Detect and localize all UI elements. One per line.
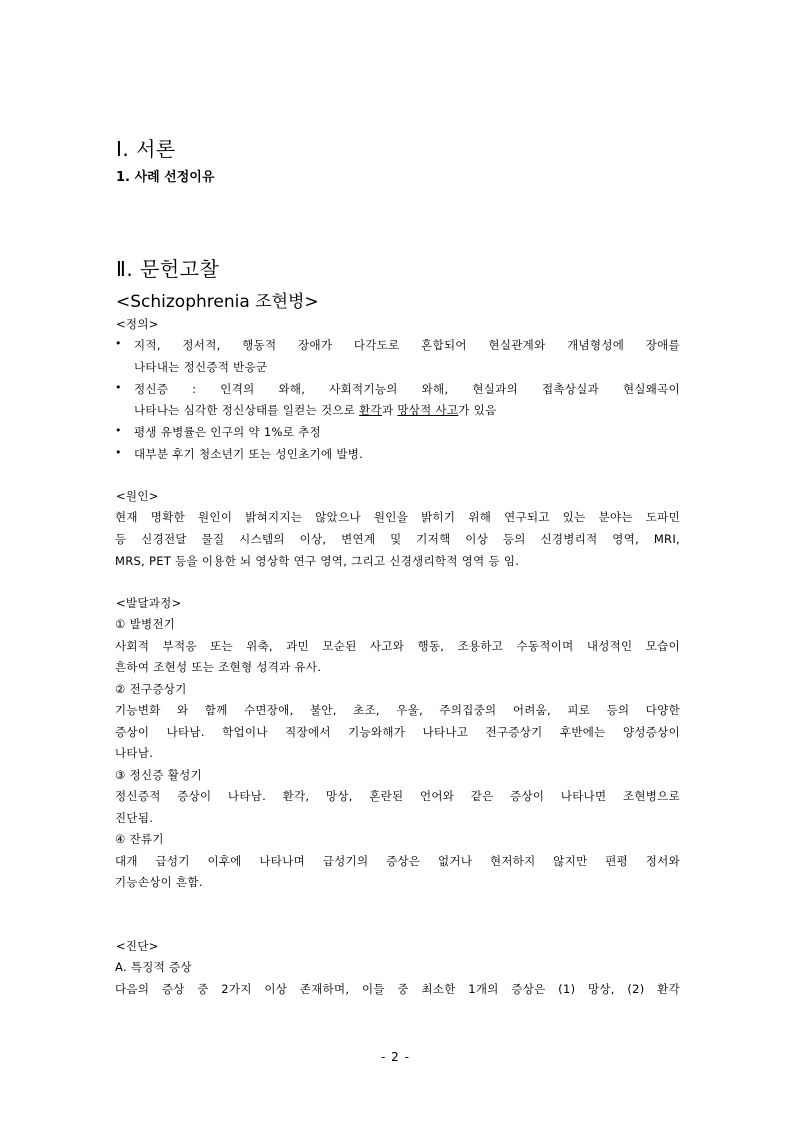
stage-3-line-1: 정신증적 증상이 나타남. 환각, 망상, 혼란된 언어와 같은 증상이 나타나면 조현병으로 [115,789,680,803]
stage-1-title: ① 발병전기 [115,617,176,631]
stage-4-title: ④ 잔류기 [115,832,164,846]
stage-1-line-1: 사회적 부적응 또는 위축, 과민 모순된 사고와 행동, 조용하고 수동적이며 내성적인 모습이 [115,639,680,653]
stage-2-line-2: 증상이 나타남. 학업이나 직장에서 기능와해가 나타나고 전구증상기 후반에는 양성증상이 [115,725,680,739]
stage-2-line-1: 기능변화 와 함께 수면장애, 불안, 초조, 우울, 주의집중의 어려움, 피로 등의 다양한 [115,703,680,717]
definition-bullet-2-line-2: 나타나는 심각한 정신상태를 일컫는 것으로 환각과 망상적 사고가 있음 [134,403,497,417]
stage-1-line-2: 흔하여 조현성 또는 조현형 성격과 유사. [115,660,322,674]
definition-bullet-1-line-2: 나타내는 정신증적 반응군 [134,360,268,374]
cause-line-2: 등 신경전달 물질 시스템의 이상, 변연계 및 기저핵 이상 등의 신경병리적 영역, MRI, [115,532,680,546]
cause-line-1: 현재 명확한 원인이 밝혀지지는 않았으나 원인을 밝히기 위해 연구되고 있는 분야는 도파민 [115,510,680,524]
underlined-term-hallucination: 환각 [359,403,382,417]
stage-4-line-1: 대개 급성기 이후에 나타나며 급성기의 증상은 없거나 현저하지 않지만 편평 정서와 [115,854,680,868]
bullet-icon: • [115,337,122,350]
stage-2-line-3: 나타남. [115,746,154,760]
underlined-term-delusional-thinking: 망상적 사고 [397,403,459,417]
cause-line-3: MRS, PET 등을 이용한 뇌 영상학 연구 영역, 그리고 신경생리학적 영역 등 임. [115,554,520,568]
bullet-icon: • [115,424,122,437]
stage-4-line-2: 기능손상이 흔함. [115,875,203,889]
stage-2-title: ② 전구증상기 [115,682,187,696]
diagnosis-label: <진단> [116,939,159,953]
bullet-icon: • [115,381,122,394]
diagnosis-a-line-1: 다음의 증상 중 2가지 이상 존재하며, 이들 중 최소한 1개의 증상은 (1) 망상, (2) 환각 [115,982,680,996]
development-label: <발달과정> [116,596,182,610]
stage-3-title: ③ 정신증 활성기 [115,768,202,782]
definition-bullet-1-line-1: 지적, 정서적, 행동적 장애가 다각도로 혼합되어 현실관계와 개념형성에 장애를 [134,338,680,352]
topic-title: <Schizophrenia 조현병> [116,292,319,312]
bullet-icon: • [115,446,122,459]
diagnosis-a-title: A. 특징적 증상 [115,960,192,974]
subsection-case-selection: 1. 사례 선정이유 [116,170,215,185]
section-heading-literature-review: Ⅱ. 문헌고찰 [116,257,220,281]
definition-bullet-2-line-1: 정신증 : 인격의 와해, 사회적기능의 와해, 현실과의 접촉상실과 현실왜곡이 [134,382,680,396]
definition-label: <정의> [116,317,159,331]
definition-bullet-4: 대부분 후기 청소년기 또는 성인초기에 발병. [134,447,364,461]
stage-3-line-2: 진단됨. [115,811,154,825]
cause-label: <원인> [116,489,159,503]
page-number: - 2 - [381,1050,410,1064]
definition-bullet-3: 평생 유병률은 인구의 약 1%로 추정 [134,425,321,439]
section-heading-introduction: Ⅰ. 서론 [116,137,176,161]
